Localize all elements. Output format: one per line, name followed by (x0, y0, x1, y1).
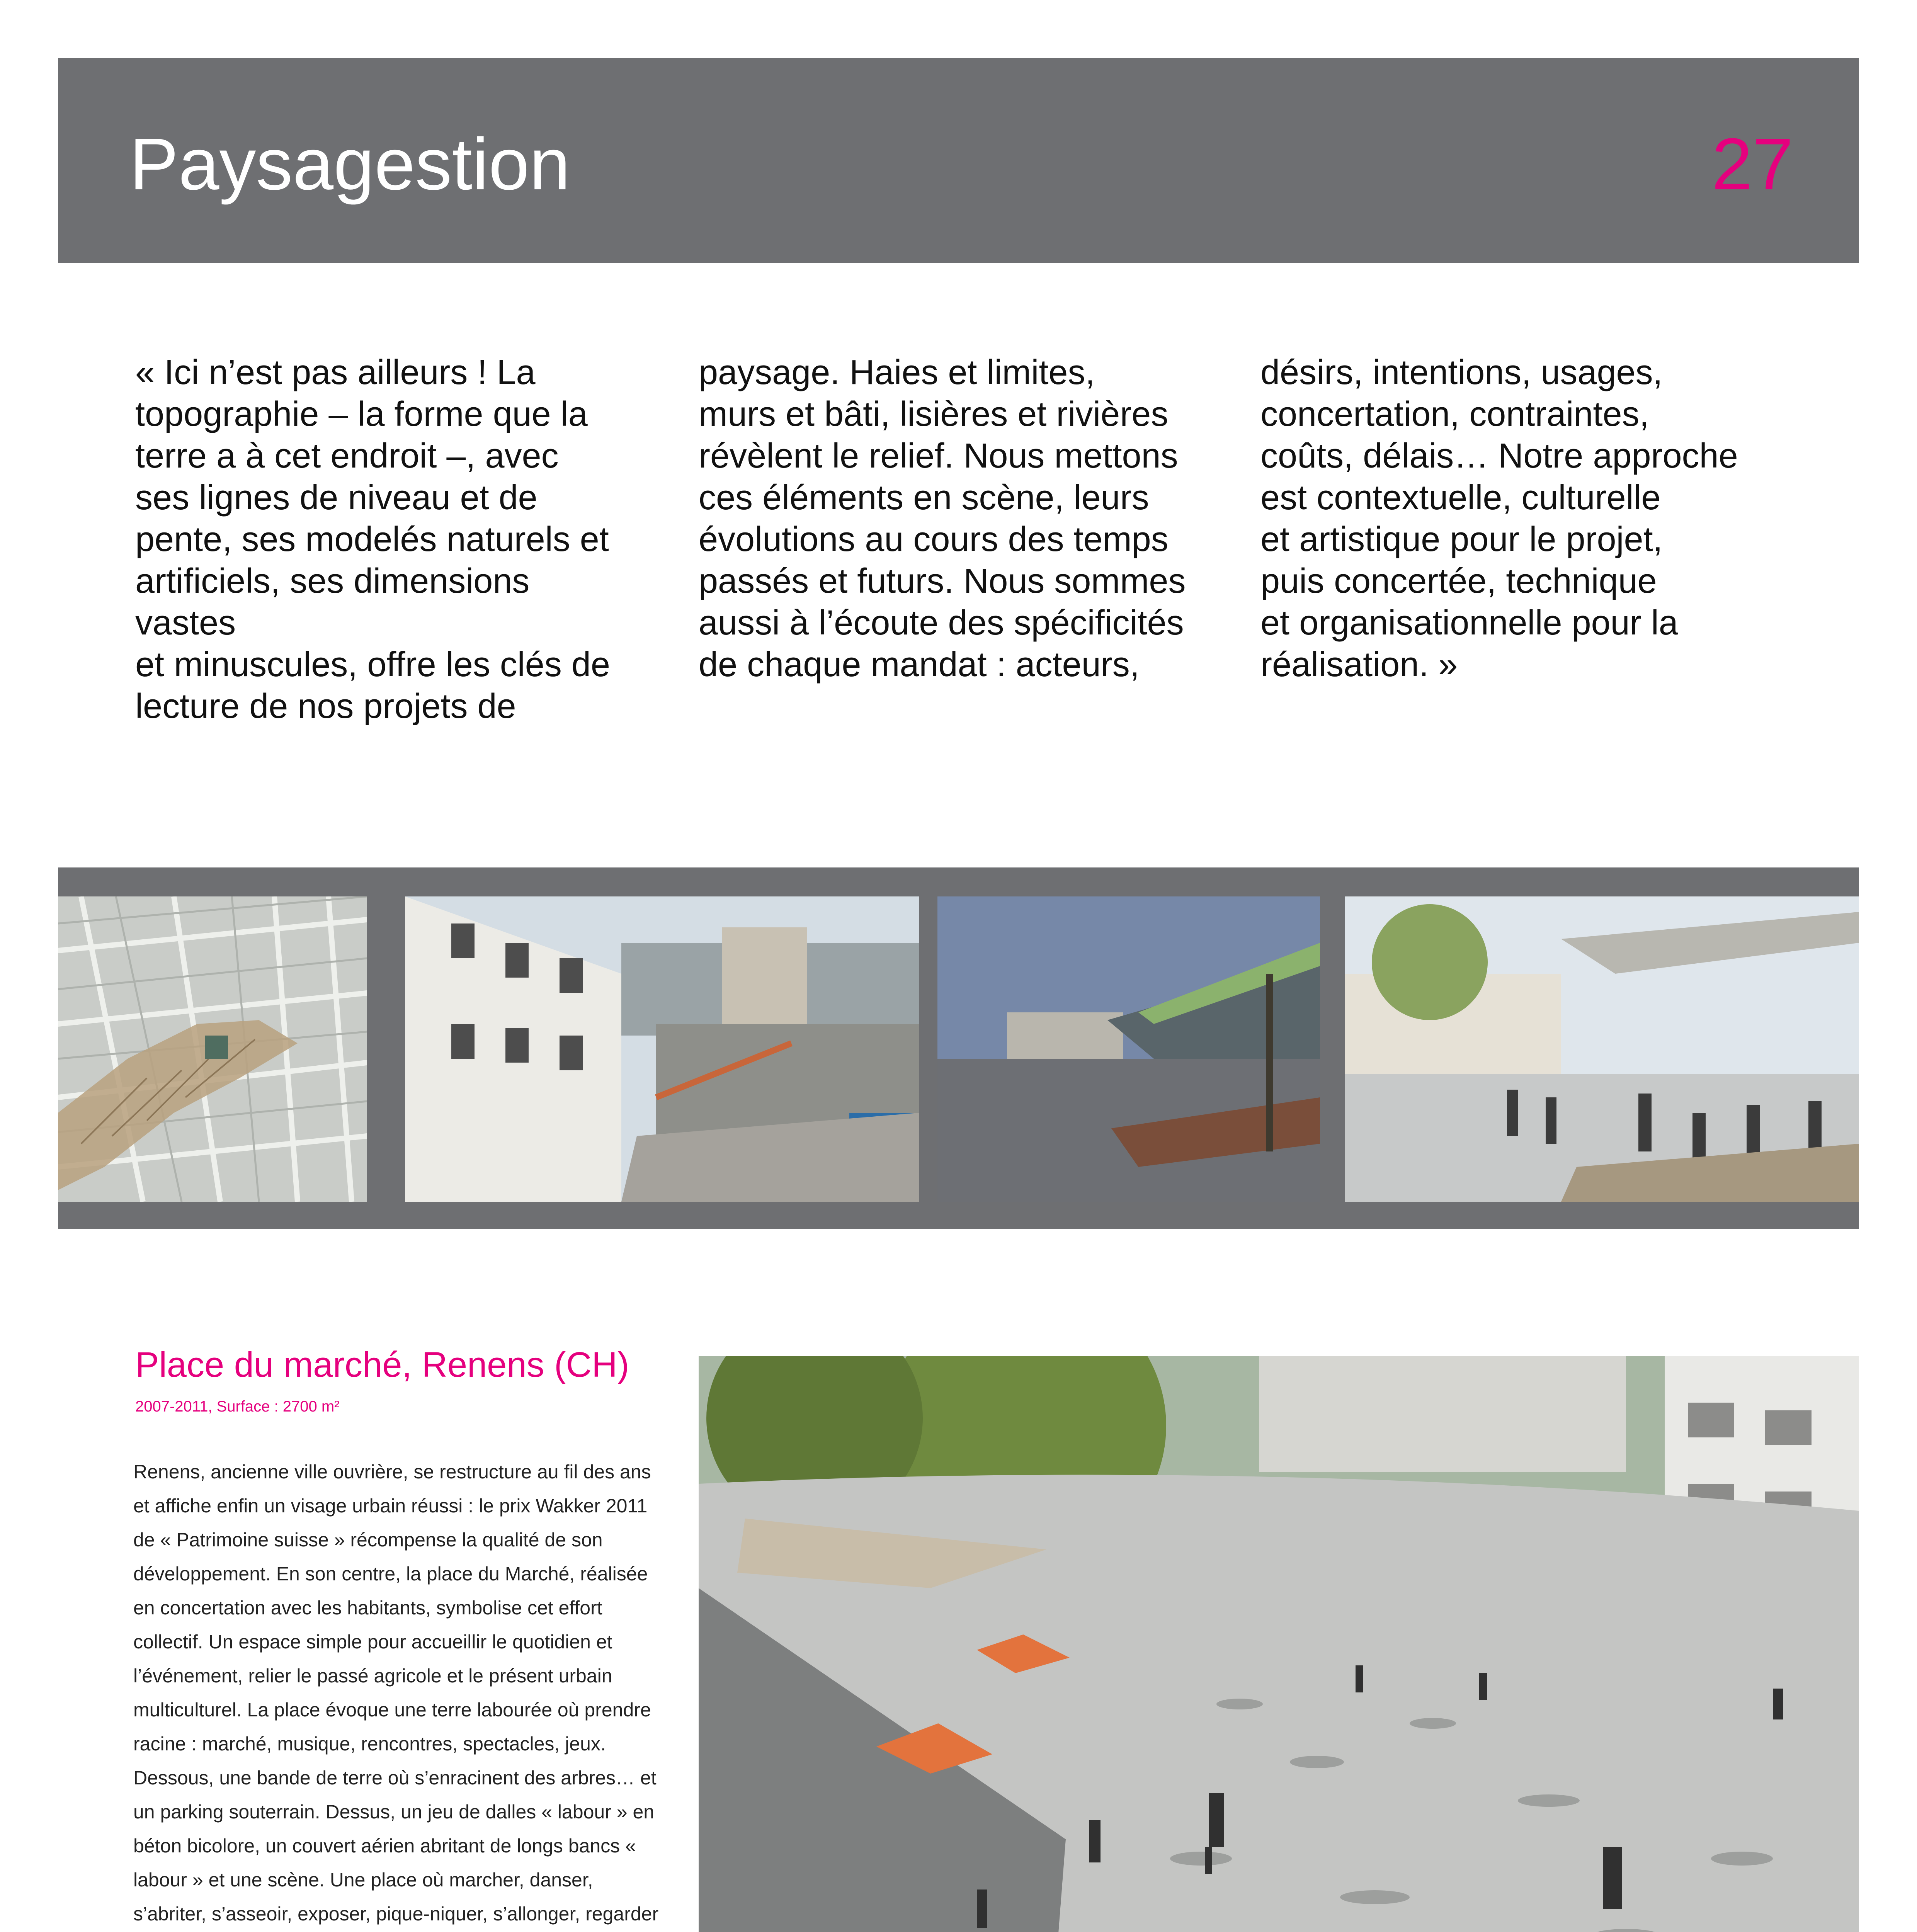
evening-square-photo (937, 896, 1320, 1202)
project-description: Renens, ancienne ville ouvrière, se restructure au fil des ans et affiche enfin un visage urbain réussi : le prix Wakker 2011 de « Patrimoine suisse » récompense la qualité de son développement. En son centre, la place du Marché, réalisée en concertation avec les habitants, symbolise cet effort collectif. Un espace simple pour accueillir le quotidien et l’événement, relier le passé agricole et le présent urbain multiculturel. La place évoque une terre labourée où prendre racine : marché, musique, rencontres, spectacles, jeux. Dessous, une bande de terre où s’enracinent des arbres… et un parking souterrain. Dessus, un jeu de dalles « labour » en béton bicolore, un couvert aérien abritant de longs bancs « labour » et une scène. Une place où marcher, danser, s’abriter, s’asseoir, exposer, pique-niquer, s’allonger, regarder (133, 1461, 659, 1925)
main-square-photo (699, 1356, 1859, 1932)
project-title: Place du marché, Renens (CH) (135, 1345, 629, 1384)
quote-column-3: désirs, intentions, usages, concertation, contraintes, coûts, délais… Notre approche est contextuelle, culturelle et artistique pour le projet, puis concertée, technique et organisationnelle pour la réalisation. » (1260, 353, 1738, 684)
construction-photo (405, 896, 919, 1202)
quote-column-1: « Ici n’est pas ailleurs ! La topographie – la forme que la terre a à cet endroit –, avec ses lignes de niveau et de pente, ses modelés naturels et artificiels, ses dimensions vastes et minuscules, offre les clés de lecture de nos projets de (135, 353, 610, 726)
page-title: Paysagestion (129, 123, 570, 205)
market-day-photo (1345, 896, 1859, 1202)
quote-column-2: paysage. Haies et limites, murs et bâti, lisières et rivières révèlent le relief. Nous mettons ces éléments en scène, leurs évolutions au cours des temps passés et futurs. Nous sommes aussi à l’écoute des spécificités de chaque mandat : acteurs, (699, 353, 1186, 684)
page-number: 27 (1711, 123, 1793, 205)
project-meta: 2007-2011, Surface : 2700 m² (135, 1398, 340, 1415)
site-plan-image (58, 896, 367, 1202)
